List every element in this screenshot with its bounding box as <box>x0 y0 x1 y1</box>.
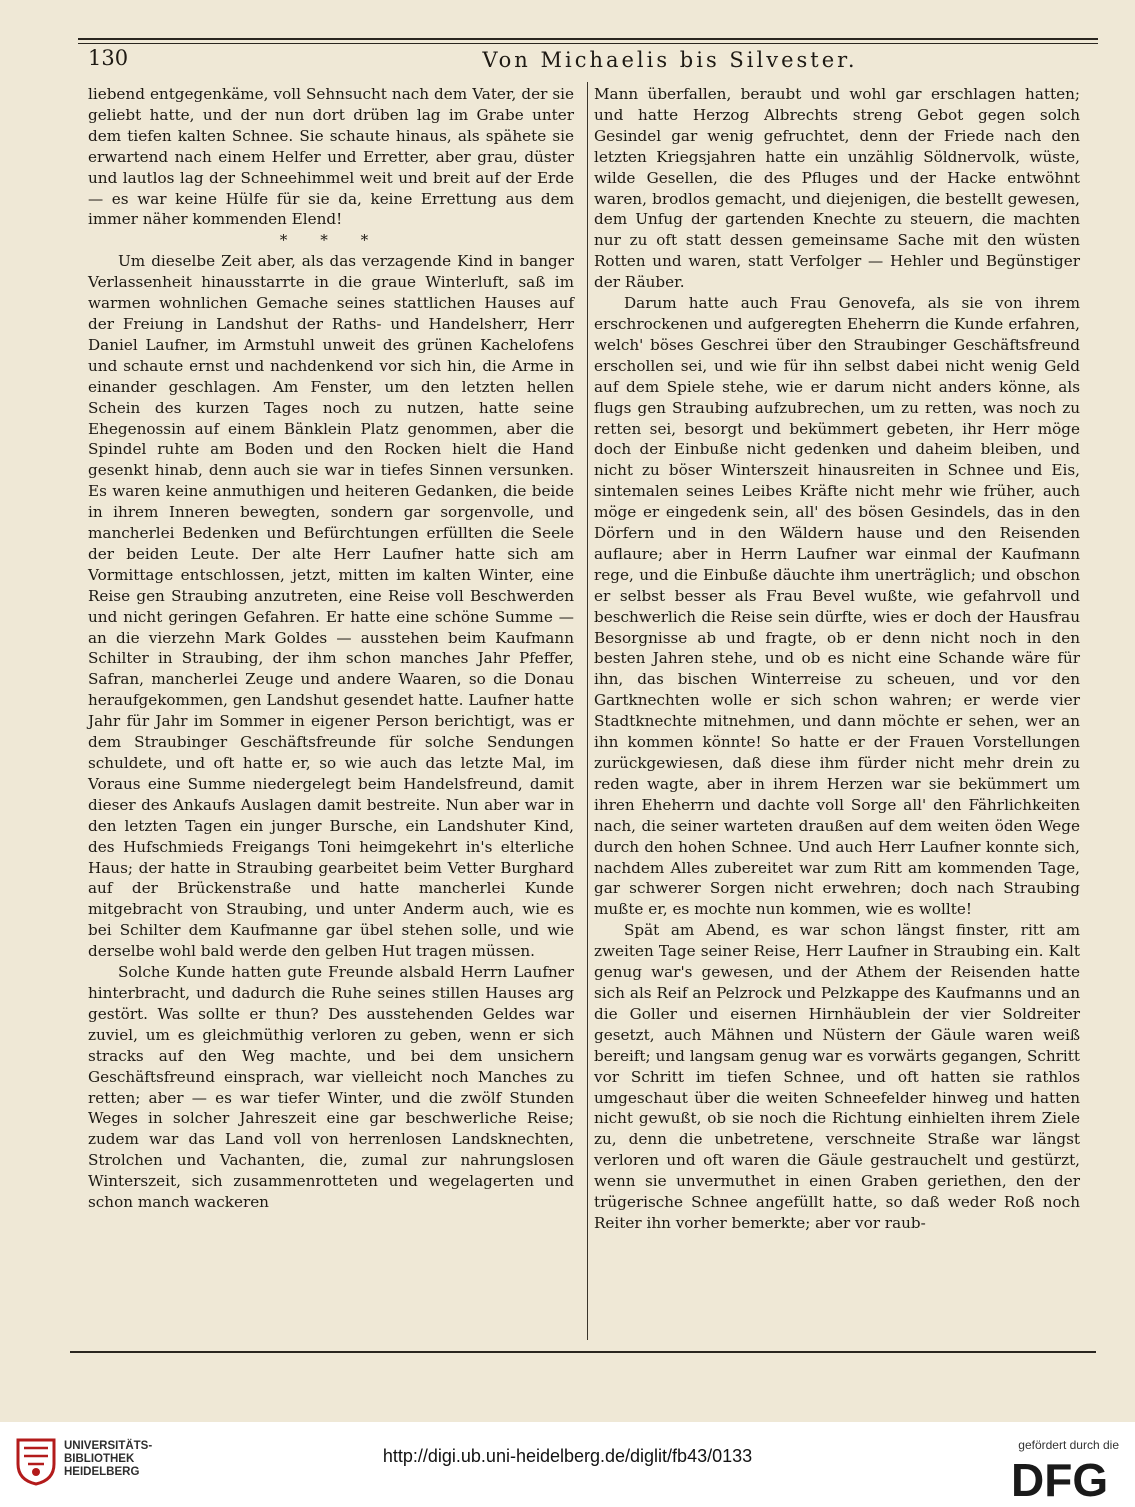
digitization-footer <box>0 1422 1135 1507</box>
column-divider <box>587 82 588 1340</box>
institution-line-1: UNIVERSITÄTS- <box>64 1440 153 1452</box>
right-paragraph-2: Darum hatte auch Frau Genovefa, als sie von ihrem erschrockenen und aufgeregten Eheherrn die Kunde erfahren, welch' böses Geschrei über den Straubinger Geschäftsfreund erschollen sei, und wie für ihn selbst dabei nicht wenig Geld auf dem Spiele stehe, wie er darum nicht anders könne, als flugs gen Straubing aufzubrechen, um zu retten, was noch zu retten sei, besorgt und bekümmert gebeten, ihr Herr möge doch der Einbuße nicht gedenken und daheim bleiben, und nicht zu böser Winterszeit hinausreiten in Schnee und Eis, sintemalen seines Leibes Kräfte nicht mehr wie früher, auch möge er eingedenk sein, all' des bösen Gesindels, das in den Dörfern und in den Wäldern hause und den Reisenden auflaure; aber in Herrn Laufner war einmal der Kaufmann rege, und die Einbuße däuchte ihm unerträglich; und obschon er selbst besser als Frau Bevel wußte, wie gefahrvoll und beschwerlich die Reise sein dürfte, wies er doch der Hausfrau Besorgnisse ab und fragte, ob er denn nicht noch in den besten Jahren stehe, und ob es nicht eine Schande wäre für ihn, das bischen Winterreise zu scheuen, und vor den Gartknechten wolle er sich schon wahren; er werde vier Stadtknechte mitnehmen, und dann möchte er sehen, wer an ihn kommen könnte! So hatte er der Frauen Vorstellungen zurückgewiesen, daß diese ihm fürder nicht mehr drein zu reden wagte, aber in ihrem Herzen war sie bekümmert um ihren Eheherrn und dachte voll Sorge all' den Fährlichkeiten nach, die seiner warteten draußen auf dem weiten öden Wege durch den hohen Schnee. Und auch Herr Laufner konnte sich, nachdem Alles zubereitet war zum Ritt am kommenden Tage, gar schwerer Sorgen nicht erwehren; doch nach Straubing mußte er, es mochte nun kommen, wie es wollte! <box>594 294 1080 919</box>
left-paragraph-2: Um dieselbe Zeit aber, als das verzagende Kind in banger Verlassenheit hinausstarrte in die graue Winterluft, saß im warmen wohnlichen Gemache seines stattlichen Hauses auf der Freiung in Landshut der Raths- und Handelsherr, Herr Daniel Laufner, im Armstuhl unweit des grünen Kachelofens und schaute ernst und nachdenkend vor sich hin, die Arme in einander geschlagen. Am Fenster, um den letzten hellen Schein des kurzen Tages noch zu nutzen, hatte seine Ehegenossin auf einem Bänklein Platz genommen, aber die Spindel ruhte am Boden und den Rocken hielt die Hand gesenkt hinab, denn auch sie war in tiefes Sinnen versunken. Es waren keine anmuthigen und heiteren Gedanken, die beide in ihrem Inneren bewegten, sondern gar sorgenvolle, und mancherlei Bedenken und Befürchtungen erfüllten die Seele der beiden Leute. Der alte Herr Laufner hatte sich am Vormittage entschlossen, jetzt, mitten im kalten Winter, eine Reise gen Straubing anzutreten, eine Reise voll Beschwerden und nicht geringen Gefahren. Er hatte eine schöne Summe — an die vierzehn Mark Goldes — ausstehen beim Kaufmann Schilter in Straubing, der ihm schon manches Jahr Pfeffer, Safran, mancherlei Zeuge und andere Waaren, so die Donau heraufgekommen, gen Landshut gesendet hatte. Laufner hatte Jahr für Jahr im Sommer in eigener Person berichtigt, was er dem Straubinger Geschäftsfreunde für solche Sendungen schuldete, und oft hatte er, so wie auch das letzte Mal, im Voraus eine Summe niedergelegt beim Handelsfreund, damit dieser des Ankaufs Auslagen damit bestreite. Nun aber war in den letzten Tagen ein junger Bursche, ein Landshuter Kind, des Hufschmieds Freigangs Toni heimgekehrt in's elterliche Haus; der hatte in Straubing gearbeitet beim Vetter Burghard auf der Brückenstraße und hatte mancherlei Kunde mitgebracht von Straubing, und unter Anderm auch, wie es bei Schilter dem Kaufmanne gar übel stehen solle, und wie derselbe wohl bald werde den gelben Hut tragen müssen. <box>88 252 574 961</box>
footer-rule <box>70 1351 1096 1353</box>
header-rule <box>78 38 1098 40</box>
left-column <box>88 84 574 1213</box>
dfg-logo-icon <box>1011 1456 1121 1500</box>
institution-line-2: BIBLIOTHEK <box>64 1453 135 1465</box>
page-number: 130 <box>88 46 129 70</box>
header-rule-thin <box>78 43 1098 44</box>
right-paragraph-1: Mann überfallen, beraubt und wohl gar erschlagen hatten; und hatte Herzog Albrechts streng Gebot gegen solch Gesindel gar wenig gefruchtet, denn der Friede nach den letzten Kriegsjahren hatte ein unzählig Söldnervolk, wüste, wilde Gesellen, die des Pfluges und der Hacke entwöhnt waren, brodlos gemacht, und diejenigen, die bestellt gewesen, dem Unfug der gartenden Knechte zu steuern, die machten nur zu oft statt dessen gemeinsame Sache mit den wüsten Rotten und waren, statt Verfolger — Hehler und Begünstiger der Räuber. <box>594 85 1080 292</box>
right-column <box>594 84 1080 1234</box>
dfg-logo-text: DFG <box>1011 1456 1109 1500</box>
left-paragraph-1: liebend entgegenkäme, voll Sehnsucht nach dem Vater, der sie geliebt hatte, und der nun dort drüben lag im Grabe unter dem tiefen kalten Schnee. Sie schaute hinaus, als spähete sie erwartend nach einem Helfer und Erretter, aber grau, düster und lautlos lag der Schneehimmel weit und breit auf der Erde — es war keine Hülfe für sie da, keine Errettung aus dem immer näher kommenden Elend! <box>88 85 574 229</box>
funded-by-label: gefördert durch die <box>1018 1438 1119 1452</box>
institution-line-3: HEIDELBERG <box>64 1466 140 1478</box>
right-paragraph-3: Spät am Abend, es war schon längst finster, ritt am zweiten Tage seiner Reise, Herr Laufner in Straubing ein. Kalt genug war's gewesen, und der Athem der Reisenden hatte sich als Reif an Pelzrock und Pelzkappe des Kaufmanns und an die Goller und eisernen Hirnhäublein der vier Soldreiter gesetzt, auch Mähnen und Nüstern der Gäule waren weiß bereift; und langsam genug war es vorwärts gegangen, Schritt vor Schritt im tiefen Schnee, und oft hatten sie rathlos umgeschaut über die weiten Schneefelder hinweg und hatten nicht gewußt, ob sie noch die Richtung einhielten ihrem Ziele zu, denn die unbetretene, verschneite Straße war längst verloren und oft waren die Gäule gestrauchelt und gestürzt, wenn sie unvermuthet in einen Graben geriethen, den der trügerische Schnee angefüllt hatte, so daß weder Roß noch Reiter ihn vorher bemerkte; aber vor raub- <box>594 921 1080 1232</box>
asterism: * * * <box>279 231 383 250</box>
running-title: Von Michaelis bis Silvester. <box>482 48 858 72</box>
permalink-url[interactable]: http://digi.ub.uni-heidelberg.de/diglit/fb43/0133 <box>382 1446 753 1466</box>
left-paragraph-3: Solche Kunde hatten gute Freunde alsbald Herrn Laufner hinterbracht, und dadurch die Ruhe seines stillen Hauses arg gestört. Was sollte er thun? Des ausstehenden Geldes war zuviel, um es gleichmüthig verloren zu geben, wenn er sich stracks auf den Weg machte, und bei dem unsichern Geschäftsfreund einsprach, war vielleicht noch Manches zu retten; aber — es war tiefer Winter, und die zwölf Stunden Weges in solcher Jahreszeit eine gar beschwerliche Reise; zudem war das Land voll von herrenlosen Landsknechten, Strolchen und Vachanten, die, zumal zur nahrungslosen Winterszeit, sich zusammenrotteten und wegelagerten und schon manch wackeren <box>88 963 574 1212</box>
